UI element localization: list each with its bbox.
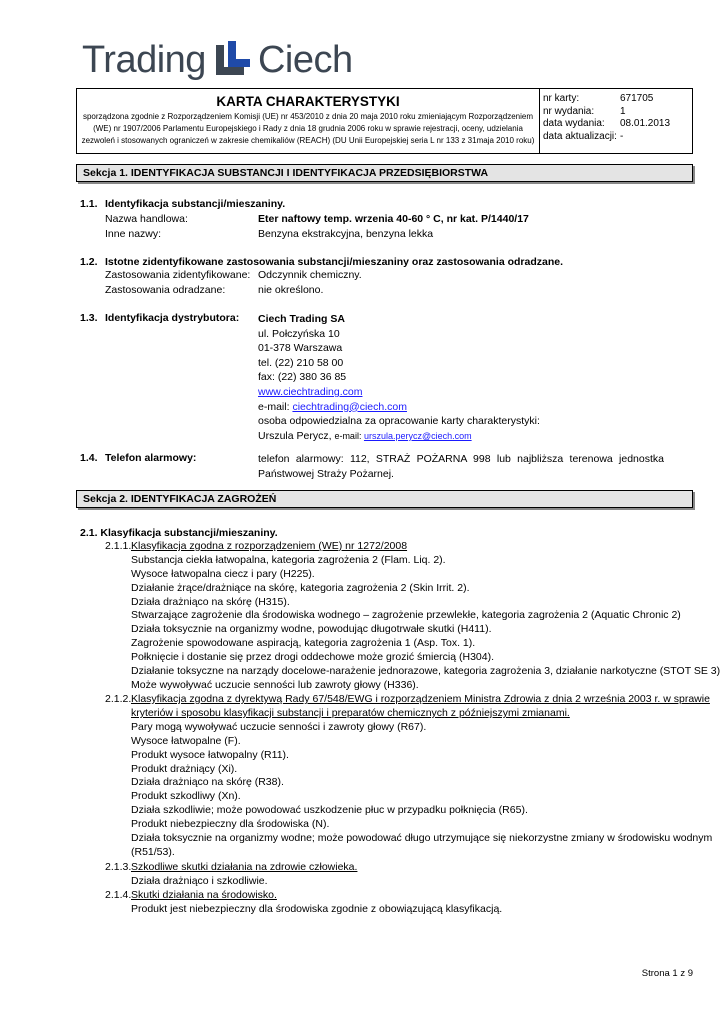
classification-line: Działanie toksyczne na narządy docelowe-narażenie jednorazowe, kategoria zagrożenia 3, działanie narkotyczne (STOT SE 3) <box>131 664 721 677</box>
company-city: 01-378 Warszawa <box>258 342 343 355</box>
legal-basis-line: zezwoleń i stosowanych ograniczeń w zakresie chemikaliów (REACH) (DU Unii Europejskiej seria L nr 133 z 31maja 2010 roku) <box>81 136 535 145</box>
s212-number: 2.1.2. <box>105 693 132 705</box>
website-link[interactable]: www.ciechtrading.com <box>258 385 363 398</box>
s14-number: 1.4. <box>80 452 98 464</box>
s214-text: Produkt jest niebezpieczny dla środowiska zgodnie z obowiązującą klasyfikacją. <box>131 903 503 915</box>
classification-line: (R51/53). <box>131 845 175 858</box>
ciech-logo-icon <box>214 41 252 75</box>
s213-text: Działa drażniąco i szkodliwie. <box>131 875 268 887</box>
s11-number: 1.1. <box>80 198 98 210</box>
classification-line: Połknięcie i dostanie się przez drogi oddechowe może grozić śmiercią (H304). <box>131 650 495 663</box>
s213-number: 2.1.3. <box>105 861 132 873</box>
classification-line: Wysoce łatwopalna ciecz i pary (H225). <box>131 567 315 580</box>
company-email-link[interactable]: ciechtrading@ciech.com <box>292 400 407 413</box>
identified-uses-label: Zastosowania zidentyfikowane: <box>105 269 251 281</box>
other-names-label: Inne nazwy: <box>105 228 162 240</box>
s12-number: 1.2. <box>80 256 98 268</box>
s212-list <box>131 721 712 859</box>
s213-heading: Szkodliwe skutki działania na zdrowie człowieka. <box>131 861 358 873</box>
responsible-person-name: Urszula Perycz, <box>258 429 335 442</box>
classification-line: Produkt wysoce łatwopalny (R11). <box>131 748 289 761</box>
classification-line: Może wywoływać uczucie senności lub zawroty głowy (H336). <box>131 678 419 691</box>
meta-update-date <box>543 131 693 144</box>
classification-line: Produkt drażniący (Xi). <box>131 762 238 775</box>
s13-heading: Identyfikacja dystrybutora: <box>105 312 240 324</box>
classification-line: Działa szkodliwie; może powodować uszkodzenie płuc w przypadku połknięcia (R65). <box>131 804 528 817</box>
logo-word-ciech: Ciech <box>257 39 353 81</box>
classification-line: Wysoce łatwopalne (F). <box>131 734 241 747</box>
header-title-cell <box>77 89 540 153</box>
page-number: Strona 1 z 9 <box>641 968 693 979</box>
advised-against-value: nie określono. <box>258 284 324 296</box>
company-fax: fax: (22) 380 36 85 <box>258 371 347 384</box>
document-header <box>76 88 693 154</box>
meta-label: data wydania: <box>543 118 605 129</box>
classification-line: Działa drażniąco na skórę (R38). <box>131 776 284 789</box>
classification-line: Pary mogą wywoływać uczucie senności i zawroty głowy (R67). <box>131 721 427 733</box>
s14-heading: Telefon alarmowy: <box>105 452 197 464</box>
meta-issue-date <box>543 118 693 131</box>
legal-basis-line: (WE) nr 1907/2006 Parlamentu Europejskiego i Rady z dnia 18 grudnia 2006 roku w sprawie rejestracji, oceny, udzielania <box>93 124 523 133</box>
meta-label: data aktualizacji: <box>543 130 617 142</box>
meta-label: nr wydania: <box>543 105 595 117</box>
classification-line: Stwarzające zagrożenie dla środowiska wodnego – zagrożenie przewlekłe, kategoria zagrożenia 2 (Aquatic Chronic 2) <box>131 609 681 622</box>
meta-value: - <box>620 130 624 142</box>
s214-heading: Skutki działania na środowisko. <box>131 889 277 901</box>
emergency-line: telefon alarmowy: 112, STRAŻ POŻARNA 998 lub najbliższa terenowa jednostka <box>258 453 664 465</box>
emergency-line: Państwowej Straży Pożarnej. <box>258 467 394 480</box>
classification-line: Działanie żrące/drażniące na skórę, kategoria zagrożenia 2 (Skin Irrit. 2). <box>131 581 470 594</box>
meta-edition <box>543 106 693 119</box>
other-names-value: Benzyna ekstrakcyjna, benzyna lekka <box>258 228 434 240</box>
s13-number: 1.3. <box>80 312 98 324</box>
header-meta <box>543 93 693 143</box>
s211-list <box>131 554 720 692</box>
classification-line: Substancja ciekła łatwopalna, kategoria zagrożenia 2 (Flam. Liq. 2). <box>131 554 446 566</box>
trade-name-value: Eter naftowy temp. wrzenia 40-60 ° C, nr kat. P/1440/17 <box>258 213 529 225</box>
company-phone: tel. (22) 210 58 00 <box>258 356 344 369</box>
responsible-person-label: osoba odpowiedzialna za opracowanie karty charakterystyki: <box>258 415 540 428</box>
advised-against-label: Zastosowania odradzane: <box>105 284 226 296</box>
meta-value: 671705 <box>620 93 654 104</box>
responsible-person-row <box>258 429 540 444</box>
trade-name-label: Nazwa handlowa: <box>105 213 188 225</box>
meta-label: nr karty: <box>543 93 580 104</box>
company-name: Ciech Trading SA <box>258 313 345 325</box>
s21-heading: 2.1. Klasyfikacja substancji/mieszaniny. <box>80 527 278 539</box>
section-1-header: Sekcja 1. IDENTYFIKACJA SUBSTANCJI I IDENTYFIKACJA PRZEDSIĘBIORSTWA <box>76 164 693 182</box>
classification-line: Działa drażniąco na skórę (H315). <box>131 595 290 608</box>
s214-number: 2.1.4. <box>105 889 132 901</box>
classification-line: Produkt szkodliwy (Xn). <box>131 790 241 803</box>
document-title: KARTA CHARAKTERYSTYKI <box>216 94 400 109</box>
meta-card-number <box>543 93 693 106</box>
section-2-header: Sekcja 2. IDENTYFIKACJA ZAGROŻEŃ <box>76 490 693 508</box>
identified-uses-value: Odczynnik chemiczny. <box>258 269 362 281</box>
distributor-block <box>258 312 540 443</box>
logo-word-trading: Trading <box>82 39 206 81</box>
meta-value: 1 <box>620 105 626 117</box>
emergency-phone-text <box>258 452 664 481</box>
company-street: ul. Połczyńska 10 <box>258 327 340 340</box>
email-label: e-mail: <box>258 400 293 413</box>
classification-line: Działa toksycznie na organizmy wodne; może powodować długo utrzymujące się niekorzystne zmiany w środowisku wodnym <box>131 831 713 844</box>
s211-number: 2.1.1. <box>105 540 132 552</box>
email-label: e-mail: <box>334 430 364 441</box>
s212-heading-line2: kryteriów i sposobu klasyfikacji substancji i preparatów chemicznych z późniejszymi zmianami. <box>131 707 570 719</box>
s212-heading-line1: Klasyfikacja zgodna z dyrektywą Rady 67/548/EWG i rozporządzeniem Ministra Zdrowia z dnia 2 września 2003 r. w sprawie <box>131 693 710 705</box>
company-logo <box>82 40 353 80</box>
s211-heading: Klasyfikacja zgodna z rozporządzeniem (WE) nr 1272/2008 <box>131 540 408 552</box>
classification-line: Zagrożenie spowodowane aspiracją, kategoria zagrożenia 1 (Asp. Tox. 1). <box>131 637 476 650</box>
legal-basis-line: sporządzona zgodnie z Rozporządzeniem Komisji (UE) nr 453/2010 z dnia 20 maja 2010 roku zmieniającym Rozporządzeniem <box>82 112 533 121</box>
s12-heading: Istotne zidentyfikowane zastosowania substancji/mieszaniny oraz zastosowania odradzane. <box>105 256 564 268</box>
company-email-row <box>258 400 540 415</box>
legal-basis <box>77 111 539 147</box>
person-email-link[interactable]: urszula.perycz@ciech.com <box>363 430 472 441</box>
meta-value: 08.01.2013 <box>620 118 671 129</box>
classification-line: Działa toksycznie na organizmy wodne, powodując długotrwałe skutki (H411). <box>131 623 492 636</box>
s11-heading: Identyfikacja substancji/mieszaniny. <box>105 198 286 210</box>
classification-line: Produkt niebezpieczny dla środowiska (N). <box>131 817 330 830</box>
